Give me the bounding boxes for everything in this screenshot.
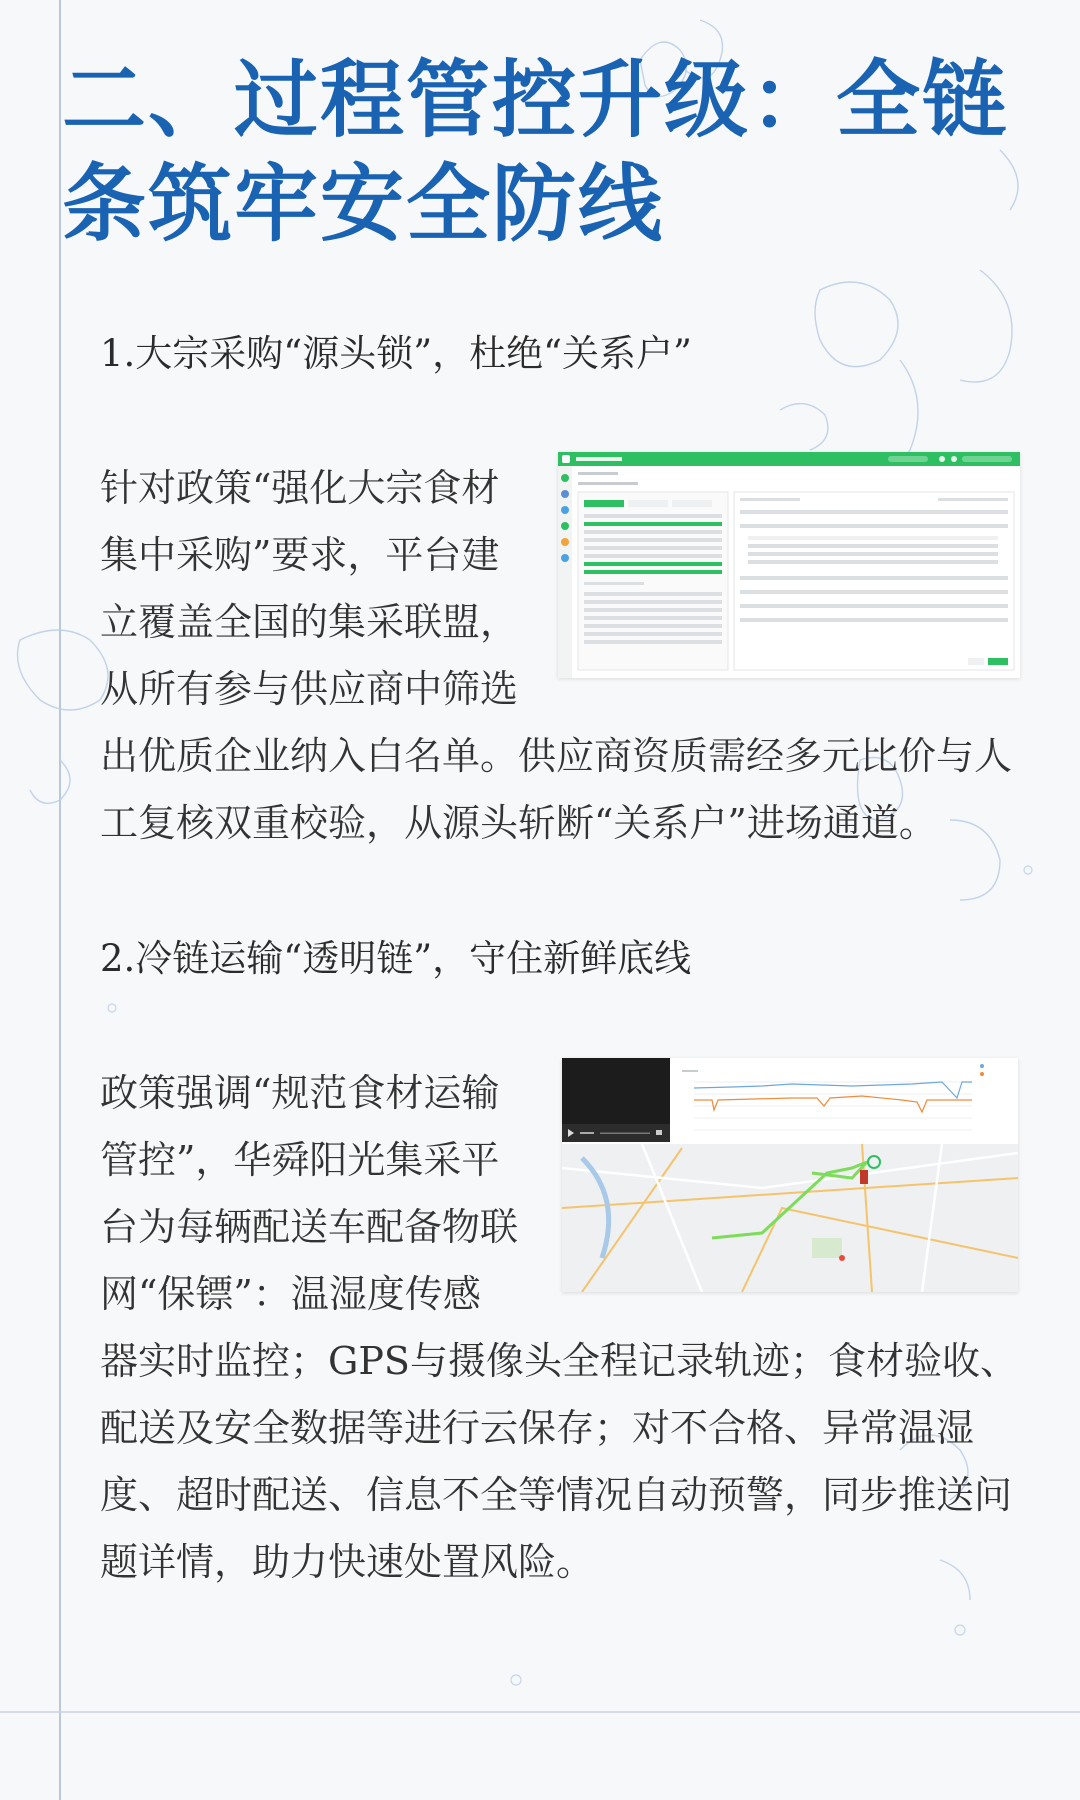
legend-humidity-marker	[980, 1064, 984, 1068]
cold-chain-monitor-screenshot	[562, 1058, 1018, 1292]
platform-title-placeholder	[576, 457, 622, 461]
video-progress-bar	[600, 1133, 650, 1135]
platform-mockup	[558, 452, 1020, 678]
section2-line: 题详情，助力快速处置风险。	[100, 1540, 595, 1584]
tab-inactive	[628, 500, 668, 507]
video-fullscreen-icon	[656, 1130, 662, 1135]
section1-line: 从所有参与供应商中筛选	[100, 667, 519, 711]
gps-route-map	[562, 1144, 1018, 1292]
tab-active	[584, 500, 624, 507]
monitor-mockup	[562, 1058, 1018, 1292]
section2-line: 政策强调“规范食材运输	[100, 1071, 500, 1115]
section2-line: 台为每辆配送车配备物联	[100, 1205, 519, 1249]
sidebar-orders-icon	[561, 490, 569, 498]
section2-line: 配送及安全数据等进行云保存；对不合格、异常温湿	[100, 1406, 975, 1450]
platform-header-bar	[558, 452, 1020, 466]
sidebar-finance-icon	[561, 538, 569, 546]
vehicle-icon	[860, 1170, 868, 1184]
sidebar-supply-icon	[561, 522, 569, 530]
platform-search-box	[888, 456, 928, 462]
page-title	[62, 48, 1022, 256]
sidebar-stats-icon	[561, 506, 569, 514]
section1-line: 工复核双重校验，从源头斩断“关系户”进场通道。	[100, 801, 937, 845]
breadcrumb-placeholder	[578, 472, 618, 475]
title-line-1: 二、过程管控升级：全链	[62, 51, 1009, 149]
confirm-button-mock	[988, 658, 1008, 665]
title-line-2: 条筑牢安全防线	[62, 155, 665, 253]
section1-line: 针对政策“强化大宗食材	[100, 466, 500, 510]
section1-line: 出优质企业纳入白名单。供应商资质需经多元比价与人	[100, 734, 1013, 778]
section2-line: 网“保镖”：温湿度传感	[100, 1272, 481, 1316]
section2-line: 度、超时配送、信息不全等情况自动预警，同步推送问	[100, 1473, 1013, 1517]
platform-bell-icon	[939, 456, 945, 462]
section2-line: 管控”，华舜阳光集采平	[100, 1138, 500, 1182]
section1-heading: 1.大宗采购“源头锁”，杜绝“关系户”	[100, 332, 692, 375]
platform-user-icon	[951, 456, 957, 462]
sidebar-home-icon	[561, 474, 569, 482]
cancel-button-mock	[968, 658, 984, 665]
legend-temp-marker	[980, 1072, 984, 1076]
map-park	[812, 1238, 842, 1258]
section2-heading: 2.冷链运输“透明链”，守住新鲜底线	[100, 937, 692, 980]
section2-line: 器实时监控；GPS与摄像头全程记录轨迹；食材验收、	[100, 1339, 1018, 1383]
sidebar-settings-icon	[561, 554, 569, 562]
section1-line: 集中采购”要求，平台建	[100, 533, 500, 577]
destination-pin-icon	[839, 1255, 845, 1261]
platform-user-menu	[962, 456, 1012, 462]
tab-inactive	[672, 500, 712, 507]
platform-logo-icon	[562, 455, 570, 463]
section1-line: 立覆盖全国的集采联盟，	[100, 600, 519, 644]
procurement-platform-screenshot	[558, 452, 1020, 678]
